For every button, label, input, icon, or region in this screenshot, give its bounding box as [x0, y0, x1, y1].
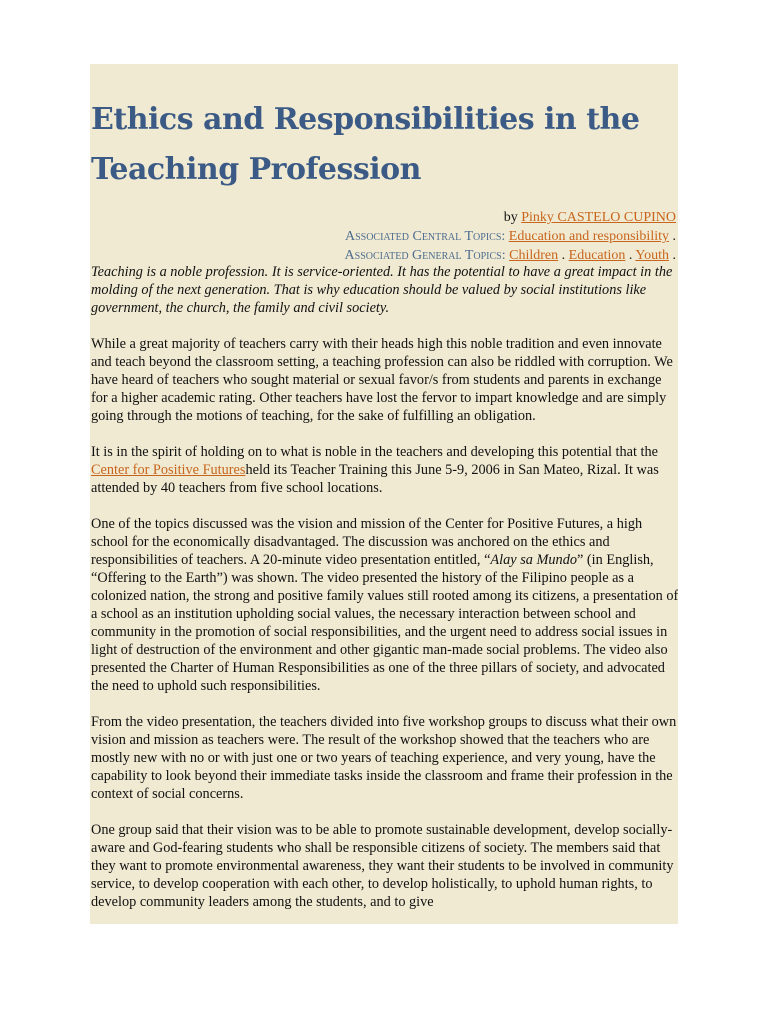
- central-topics: Associated Central Topics: Education and responsibility .: [344, 229, 676, 244]
- article-title: Ethics and Responsibilities in the Teaching Profession: [91, 102, 640, 187]
- author-link[interactable]: Pinky CASTELO CUPINO: [521, 210, 676, 225]
- topic-link-education-responsibility[interactable]: Education and responsibility: [508, 229, 669, 244]
- topic-link-youth[interactable]: Youth: [635, 248, 669, 263]
- paragraph-corruption: While a great majority of teachers carry with their heads high this noble tradition and even innovate and teach beyond the classroom setting, a teaching profession can also be riddled with corruption. We have heard of teachers who sought material or sexual favor/s from students and parents in exchange for a higher academic rating. Other teachers have lost the fervor to impart knowledge and are simply going through the motions of teaching, for the sake of fulfilling an obligation.: [91, 336, 673, 424]
- general-topics-label: Associated General Topics:: [344, 248, 506, 263]
- document-page: [90, 64, 678, 924]
- paragraph-workshop: From the video presentation, the teachers divided into five workshop groups to discuss what their own vision and mission as teachers were. The result of the workshop showed that the teachers who are mostly new with no or with just one or two years of teaching experience, and very young, have the capability to look beyond their immediate tasks inside the classroom and frame their profession in the context of social concerns.: [91, 714, 677, 802]
- paragraph-training-start: It is in the spirit of holding on to what is noble in the teachers and developing this potential that the: [91, 444, 659, 460]
- paragraph-video-start: One of the topics discussed was the vision and mission of the Center for Positive Futures, a high school for the economically disadvantaged. The discussion was anchored on the ethics and responsibilities of teachers. A 20-minute video presentation entitled, “: [91, 516, 643, 568]
- topic-link-education[interactable]: Education: [568, 248, 626, 263]
- paragraph-video: [91, 515, 678, 695]
- general-topics: Associated General Topics: Children . Education . Youth .: [344, 248, 676, 263]
- paragraph-group-vision: One group said that their vision was to be able to promote sustainable development, develop socially-aware and God-fearing students who shall be responsible citizens of society. The members said that they want to promote environmental awareness, they want their students to be involved in community service, to develop cooperation with each other, to develop holistically, to uphold human rights, to develop community leaders among the students, and to give: [91, 822, 674, 910]
- topic-link-children[interactable]: Children: [509, 248, 559, 263]
- paragraph-training-end: held its Teacher Training this June 5-9, 2006 in San Mateo, Rizal. It was attended by 40 teachers from five school locations.: [91, 462, 659, 496]
- byline: [345, 208, 676, 227]
- article-body: [91, 263, 678, 924]
- intro-paragraph: Teaching is a noble profession. It is service-oriented. It has the potential to have a great impact in the molding of the next generation. That is why education should be valued by social institutions like government, the church, the family and civil society.: [91, 264, 673, 316]
- central-topics-label: Associated Central Topics:: [344, 229, 506, 244]
- paragraph-video-end: ” (in English, “Offering to the Earth”) was shown. The video presented the history of the Filipino people as a colonized nation, the strong and positive family values still rooted among its citizens, a presentation of a school as an institution upholding social values, the necessary interaction between school and community in the promotion of social responsibilities, and the urgent need to address social issues in light of destruction of the environment and other gigantic man-made social problems. The video also presented the Charter of Human Responsibilities as one of the three pillars of society, and advocated the need to uphold such responsibilities.: [91, 552, 678, 694]
- paragraph-training: [91, 443, 678, 497]
- video-title: Alay sa Mundo: [490, 552, 577, 568]
- byline-prefix: by: [503, 210, 522, 225]
- center-positive-futures-link[interactable]: Center for Positive Futures: [91, 462, 246, 478]
- article-meta: [345, 208, 676, 265]
